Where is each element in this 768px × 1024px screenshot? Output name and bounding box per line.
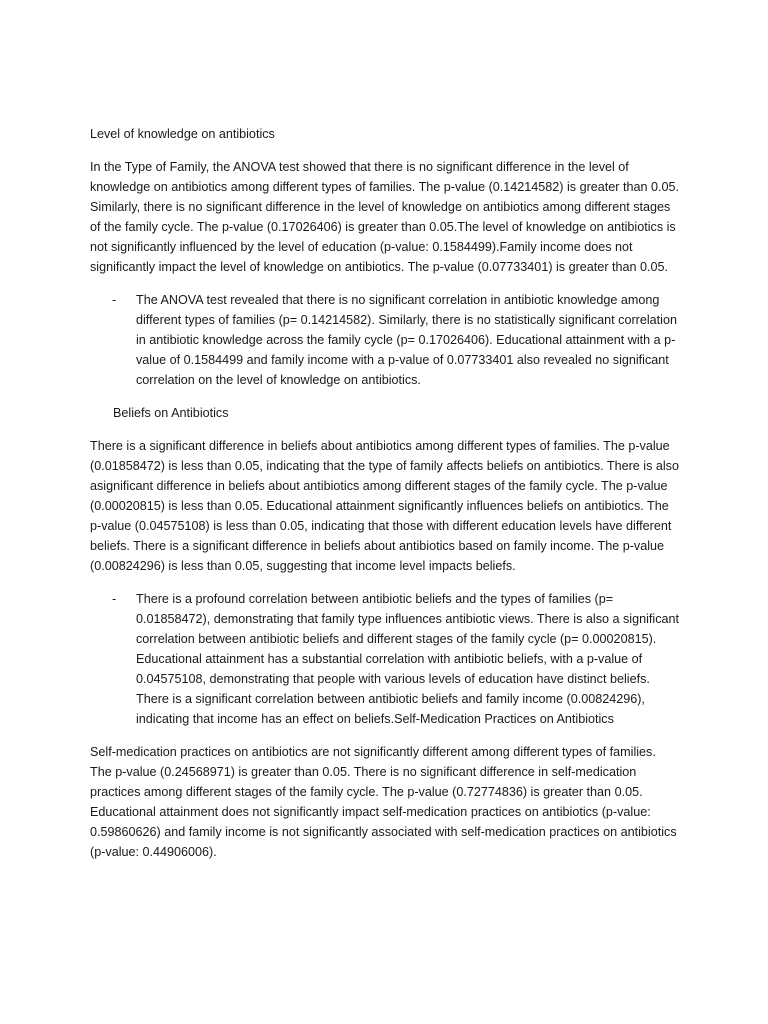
paragraph-knowledge: In the Type of Family, the ANOVA test showed that there is no significant difference in the level of knowledge on antibiotics among different types of families. The p-value (0.14214582) is greater than 0.05. Similarly, there is no significant difference in the level of knowledge on antibiotics among different stages of the family cycle. The p-value (0.17026406) is greater than 0.05.The level of knowledge on antibiotics is not significantly influenced by the level of education (p-value: 0.1584499).Family income does not significantly impact the level of knowledge on antibiotics. The p-value (0.07733401) is greater than 0.05. bbox=[90, 160, 680, 274]
bullet-dash: - bbox=[112, 592, 117, 606]
section-heading-knowledge: Level of knowledge on antibiotics bbox=[90, 127, 275, 141]
bullet-item-knowledge bbox=[90, 290, 680, 390]
document-page bbox=[90, 124, 680, 875]
paragraph-self-medication: Self-medication practices on antibiotics are not significantly different among different types of families. The p-value (0.24568971) is greater than 0.05. There is no significant difference in self-medication practices among different stages of the family cycle. The p-value (0.72774836) is greater than 0.05. Educational attainment does not significantly impact self-medication practices on antibiotics (p-value: 0.59860626) and family income is not significantly associated with self-medication practices on antibiotics (p-value: 0.44906006). bbox=[90, 745, 677, 859]
bullet-item-beliefs bbox=[90, 589, 680, 729]
paragraph-beliefs: There is a significant difference in beliefs about antibiotics among different types of families. The p-value (0.01858472) is less than 0.05, indicating that the type of family affects beliefs on antibiotics. There is also asignificant difference in beliefs about antibiotics among different stages of the family cycle. The p-value (0.00020815) is less than 0.05. Educational attainment significantly influences beliefs on antibiotics. The p-value (0.04575108) is less than 0.05, indicating that those with different education levels have different beliefs. There is a significant difference in beliefs about antibiotics based on family income. The p-value (0.00824296) is less than 0.05, suggesting that income level impacts beliefs. bbox=[90, 439, 679, 573]
section-heading-beliefs: Beliefs on Antibiotics bbox=[113, 406, 229, 420]
bullet-text-knowledge: The ANOVA test revealed that there is no significant correlation in antibiotic knowledge among different types of families (p= 0.14214582). Similarly, there is no statistically significant correlation in antibiotic knowledge across the family cycle (p= 0.17026406). Educational attainment with a p-value of 0.1584499 and family income with a p-value of 0.07733401 also revealed no significant correlation on the level of knowledge on antibiotics. bbox=[136, 293, 677, 387]
bullet-dash: - bbox=[112, 293, 117, 307]
bullet-text-beliefs: There is a profound correlation between antibiotic beliefs and the types of families (p= 0.01858472), demonstrating that family type influences antibiotic views. There is also a significant correlation between antibiotic beliefs and different stages of the family cycle (p= 0.00020815). Educational attainment has a substantial correlation with antibiotic beliefs, with a p-value of 0.04575108, demonstrating that people with various levels of education have distinct beliefs. There is a significant correlation between antibiotic beliefs and family income (0.00824296), indicating that income has an effect on beliefs.Self-Medication Practices on Antibiotics bbox=[136, 592, 679, 726]
